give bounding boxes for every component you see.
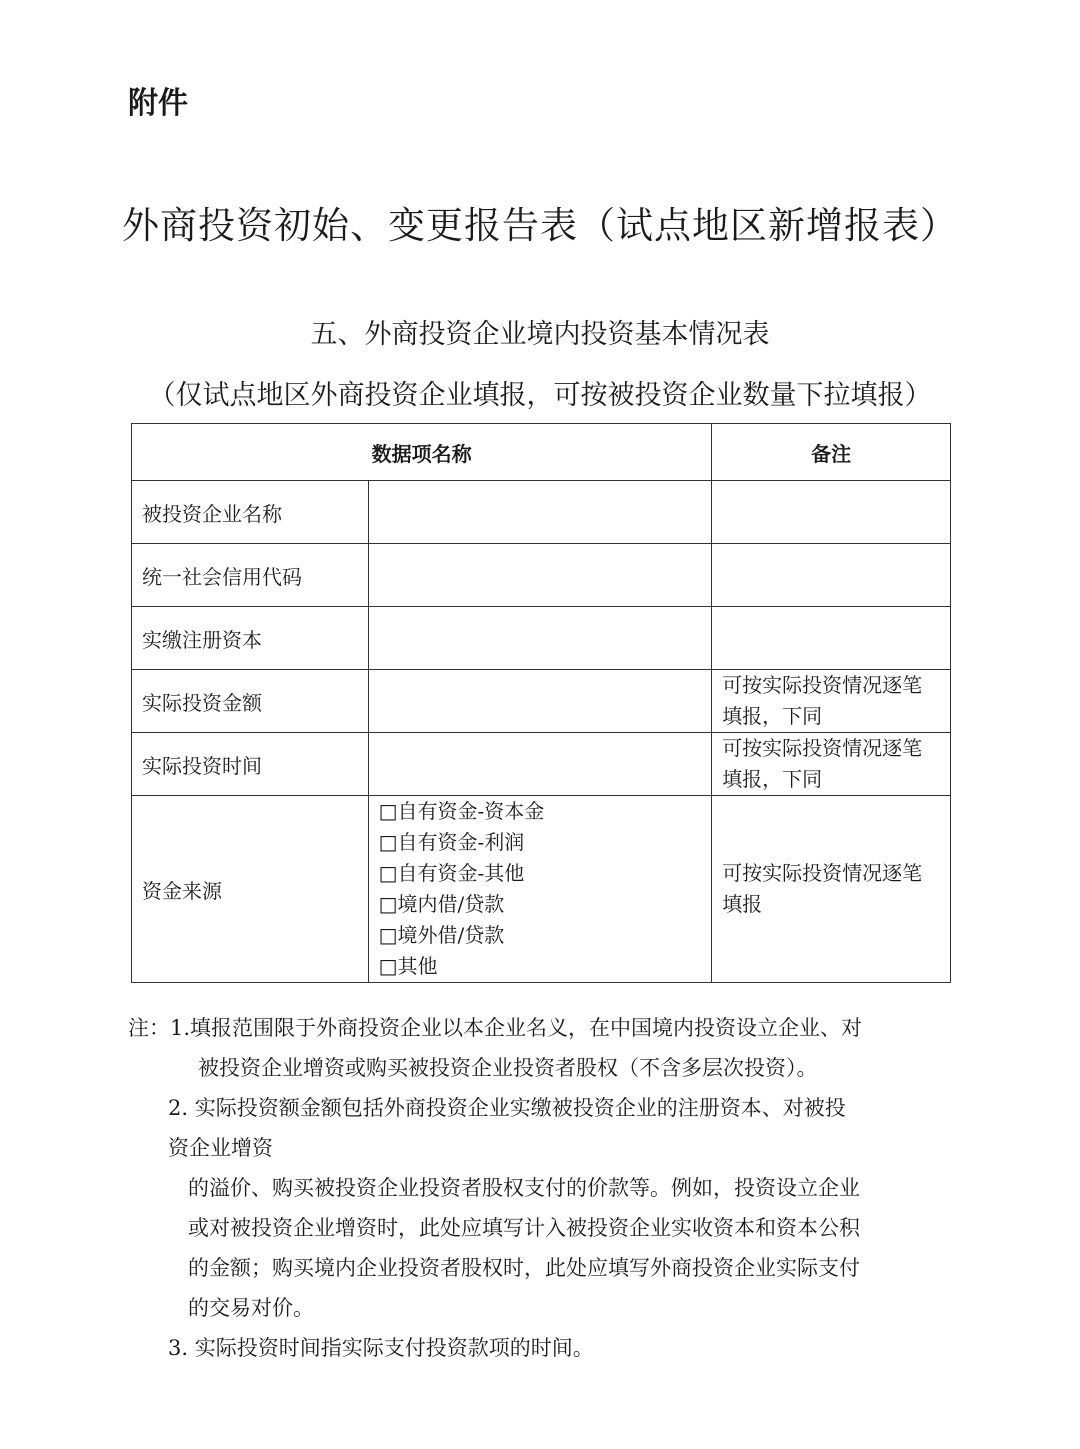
attachment-label: 附件 bbox=[128, 86, 188, 121]
row-remark bbox=[712, 607, 951, 670]
table-header-row bbox=[132, 424, 951, 481]
fund-option-checkbox[interactable]: □自有资金-其他 bbox=[378, 861, 525, 885]
row-remark bbox=[712, 544, 951, 607]
row-label-paid-capital: 实缴注册资本 bbox=[132, 607, 369, 670]
row-label-credit-code: 统一社会信用代码 bbox=[132, 544, 369, 607]
row-remark bbox=[712, 670, 951, 733]
note-line: 3. 实际投资时间指实际支付投资款项的时间。 bbox=[168, 1336, 594, 1360]
table-row bbox=[132, 796, 951, 983]
fund-option-checkbox[interactable]: □自有资金-利润 bbox=[378, 830, 525, 854]
row-remark bbox=[712, 481, 951, 544]
remark-line: 填报，下同 bbox=[722, 767, 823, 791]
table-row bbox=[132, 607, 951, 670]
row-label-fund-source: 资金来源 bbox=[132, 796, 369, 983]
table-row bbox=[132, 544, 951, 607]
note-line: 或对被投资企业增资时，此处应填写计入被投资企业实收资本和资本公积 bbox=[188, 1216, 860, 1240]
header-item-name: 数据项名称 bbox=[132, 424, 712, 481]
fund-option-checkbox[interactable]: □其他 bbox=[378, 954, 438, 978]
note-line: 的溢价、购买被投资企业投资者股权支付的价款等。例如，投资设立企业 bbox=[188, 1176, 860, 1200]
row-value-investment-time[interactable] bbox=[368, 733, 712, 796]
note-line: 资企业增资 bbox=[168, 1136, 273, 1160]
remark-line: 可按实际投资情况逐笔 bbox=[722, 673, 923, 697]
row-value-investee-name[interactable] bbox=[368, 481, 712, 544]
notes-section bbox=[128, 1008, 958, 1368]
section-note: （仅试点地区外商投资企业填报，可按被投资企业数量下拉填报） bbox=[148, 380, 932, 411]
row-label-investment-time: 实际投资时间 bbox=[132, 733, 369, 796]
row-value-investment-amount[interactable] bbox=[368, 670, 712, 733]
section-title: 五、外商投资企业境内投资基本情况表 bbox=[310, 319, 770, 350]
fund-option-checkbox[interactable]: □境内借/贷款 bbox=[378, 892, 505, 916]
fund-source-options bbox=[368, 796, 712, 983]
row-value-paid-capital[interactable] bbox=[368, 607, 712, 670]
note-line: 被投资企业增资或购买被投资企业投资者股权（不含多层次投资）。 bbox=[198, 1056, 818, 1080]
row-remark bbox=[712, 733, 951, 796]
fund-option-checkbox[interactable]: □境外借/贷款 bbox=[378, 923, 505, 947]
remark-line: 可按实际投资情况逐笔 bbox=[722, 736, 923, 760]
table-row bbox=[132, 481, 951, 544]
remark-line: 填报，下同 bbox=[722, 704, 823, 728]
note-line: 的交易对价。 bbox=[188, 1296, 314, 1320]
table-row bbox=[132, 733, 951, 796]
page-title: 外商投资初始、变更报告表（试点地区新增报表） bbox=[122, 204, 958, 247]
fund-option-checkbox[interactable]: □自有资金-资本金 bbox=[378, 799, 545, 823]
investment-info-table bbox=[131, 423, 951, 983]
remark-line: 可按实际投资情况逐笔 bbox=[722, 861, 923, 885]
row-remark bbox=[712, 796, 951, 983]
row-label-investee-name: 被投资企业名称 bbox=[132, 481, 369, 544]
row-value-credit-code[interactable] bbox=[368, 544, 712, 607]
note-line: 2. 实际投资额金额包括外商投资企业实缴被投资企业的注册资本、对被投 bbox=[168, 1096, 846, 1120]
note-line: 注：1.填报范围限于外商投资企业以本企业名义，在中国境内投资设立企业、对 bbox=[128, 1016, 863, 1040]
note-line: 的金额；购买境内企业投资者股权时，此处应填写外商投资企业实际支付 bbox=[188, 1256, 860, 1280]
header-remark: 备注 bbox=[712, 424, 951, 481]
remark-line: 填报 bbox=[722, 892, 763, 916]
table-row bbox=[132, 670, 951, 733]
row-label-investment-amount: 实际投资金额 bbox=[132, 670, 369, 733]
